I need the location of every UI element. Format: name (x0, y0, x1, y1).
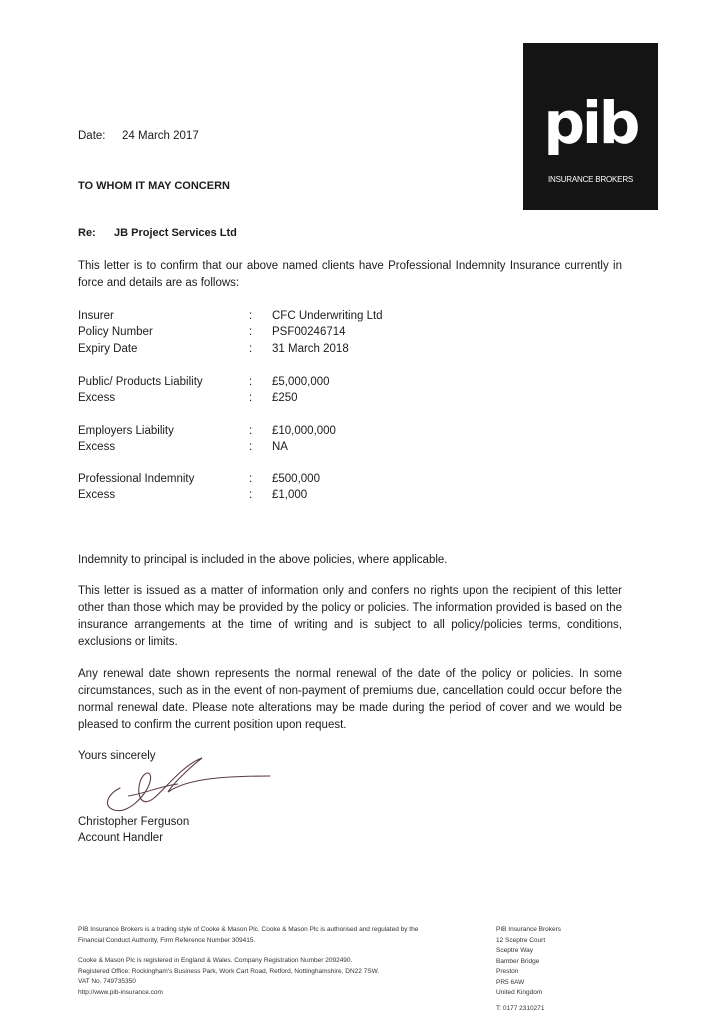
detail-separator: : (249, 310, 253, 322)
detail-key: Excess (78, 392, 116, 404)
detail-separator: : (249, 441, 253, 453)
detail-separator: : (249, 489, 253, 501)
detail-separator: : (249, 425, 253, 437)
detail-key: Employers Liability (78, 425, 174, 437)
detail-separator: : (249, 473, 253, 485)
re-value: JB Project Services Ltd (114, 227, 237, 239)
signer-role: Account Handler (78, 832, 164, 844)
footer-link[interactable]: http://www.pib-insurance.com (78, 988, 163, 996)
logo-wordmark: pib (543, 89, 638, 157)
detail-key: Professional Indemnity (78, 473, 195, 485)
detail-value: £1,000 (272, 489, 308, 501)
footer-line: Registered Office: Rockingham's Business Park, Work Cart Road, Retford, Nottinghamshire, DN22 7SW. (78, 967, 380, 975)
address-line: 12 Sceptre Court (496, 936, 546, 944)
date-value: 24 March 2017 (122, 130, 199, 142)
detail-value: £5,000,000 (272, 376, 330, 388)
detail-key: Expiry Date (78, 343, 138, 355)
detail-key: Excess (78, 489, 116, 501)
detail-key: Excess (78, 441, 116, 453)
footer-line: PIB Insurance Brokers is a trading style of Cooke & Mason Plc. Cooke & Mason Plc is authorised and regulated by the (78, 926, 419, 933)
indemnity-note: Indemnity to principal is included in the above policies, where applicable. (78, 554, 448, 566)
re-line (78, 226, 237, 241)
detail-value: £250 (272, 392, 298, 404)
address-line: PIB Insurance Brokers (496, 926, 562, 933)
detail-value: NA (272, 441, 288, 453)
footer-company (78, 956, 379, 998)
signature (98, 748, 273, 820)
pib-logo (523, 43, 658, 210)
detail-key: Insurer (78, 310, 114, 322)
closing: Yours sincerely (78, 750, 156, 762)
re-label: Re: (78, 227, 96, 239)
footer-line: Financial Conduct Authority, Firm Reference Number 309415. (78, 936, 256, 944)
detail-value: £10,000,000 (272, 425, 336, 437)
address-line: Preston (496, 968, 519, 975)
detail-separator: : (249, 392, 253, 404)
detail-key: Public/ Products Liability (78, 376, 203, 388)
footer-line: VAT No. 749735350 (78, 978, 136, 985)
detail-key: Policy Number (78, 326, 153, 338)
renewal-paragraph: Any renewal date shown represents the normal renewal of the date of the policy or policies. In some circumstances, such as in the event of non-payment of premiums due, cancellation could occur before the normal renewal date. Please note alterations may be made during the period of cover and we would be pleased to confirm the current position upon request. (78, 668, 622, 731)
salutation: TO WHOM IT MAY CONCERN (78, 180, 230, 192)
address-line: PR5 6AW (496, 978, 525, 986)
footer-regulatory (78, 925, 418, 946)
detail-value: 31 March 2018 (272, 343, 349, 355)
date-label: Date: (78, 130, 106, 142)
signer-name: Christopher Ferguson (78, 816, 190, 828)
address-line: United Kingdom (496, 989, 543, 996)
information-paragraph: This letter is issued as a matter of information only and confers no rights upon the recipient of this letter other than those which may be provided by the policy or policies. The information provided is based on the insurance arrangements at the time of writing and is subject to all policy/policies terms, conditions, exclusions or limits. (78, 585, 622, 648)
letter-date (78, 129, 199, 144)
logo-tagline: INSURANCE BROKERS (547, 175, 634, 184)
detail-separator: : (249, 326, 253, 338)
address-line: Bamber Bridge (496, 957, 540, 965)
address-line: Sceptre Way (496, 947, 533, 954)
detail-value: CFC Underwriting Ltd (272, 310, 383, 322)
detail-separator: : (249, 343, 253, 355)
detail-value: PSF00246714 (272, 326, 346, 338)
footer-line: Cooke & Mason Plc is registered in England & Wales. Company Registration Number 2092490. (78, 957, 353, 964)
footer-telephone: T: 0177 2310271 (496, 1005, 545, 1012)
detail-separator: : (249, 376, 253, 388)
footer-address (496, 925, 561, 999)
detail-value: £500,000 (272, 473, 320, 485)
intro-paragraph: This letter is to confirm that our above named clients have Professional Indemnity Insurance currently in force and details are as follows: (78, 260, 622, 289)
